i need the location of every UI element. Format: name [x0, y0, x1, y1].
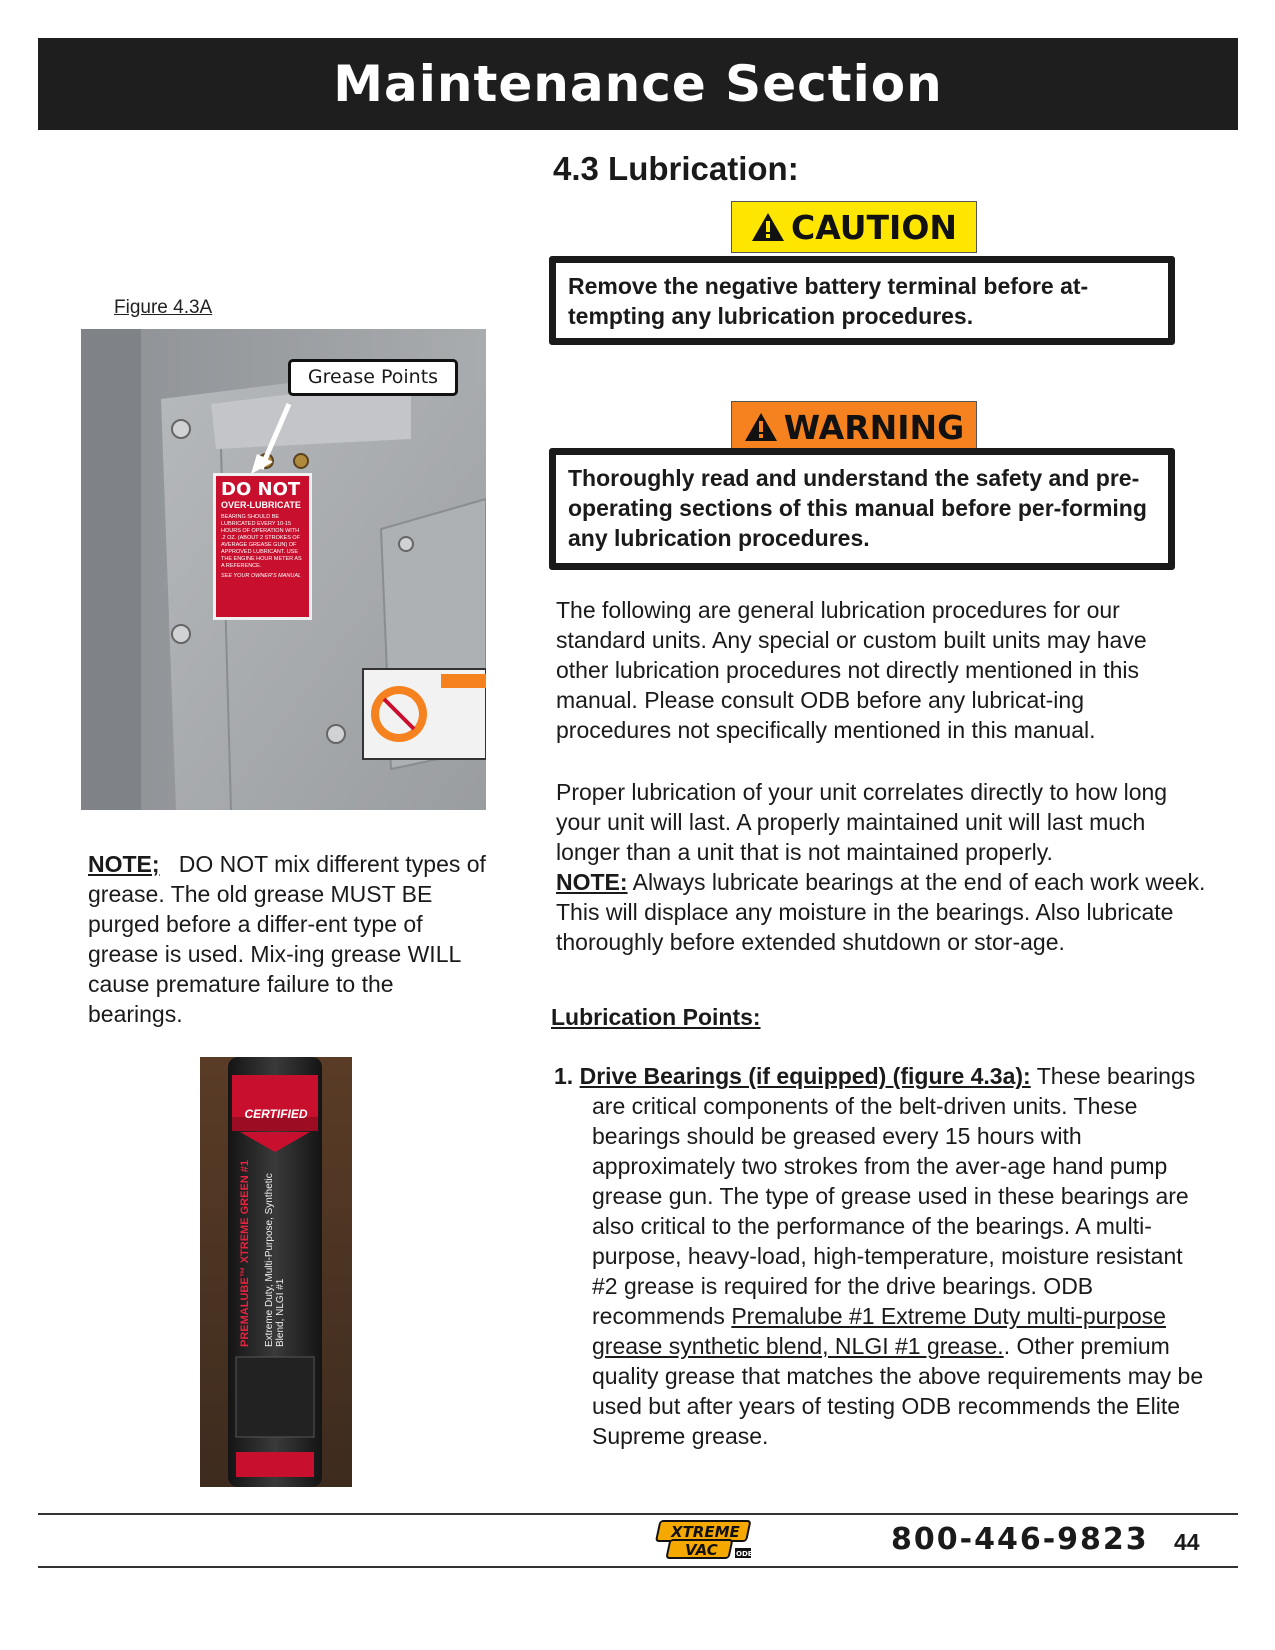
caution-message: Remove the negative battery terminal before at-tempting any lubrication procedures. [549, 256, 1175, 345]
tube-badge: CERTIFIED [244, 1107, 308, 1121]
item-number: 1. [554, 1063, 574, 1089]
decal-title: DO NOT [221, 479, 301, 500]
grease-tube-photo [200, 1057, 352, 1487]
item-text-2: . Other premium quality grease that matches the above requirements may be used but after years of testing ODB recommends the Elite Supreme grease. [592, 1333, 1204, 1449]
caution-label: CAUTION [791, 207, 957, 247]
section-title: 4.3 Lubrication: [553, 150, 799, 187]
tube-brand: PREMALUBE™ XTREME GREEN #1 [239, 1159, 251, 1347]
warning-message: Thoroughly read and understand the safety and pre-operating sections of this manual before per-forming any lubrication procedures. [549, 448, 1175, 570]
note-block [88, 849, 493, 1029]
do-not-over-lubricate-decal [213, 473, 312, 620]
figure-caption: Figure 4.3A [114, 297, 213, 318]
warning-triangle-icon [751, 212, 785, 242]
page-number: 44 [1174, 1529, 1200, 1555]
lubrication-points-heading: Lubrication Points: [551, 1004, 761, 1030]
phone-number: 800-446-9823 [891, 1522, 1149, 1557]
proper-lubrication-paragraph [556, 777, 1206, 957]
xtreme-vac-logo [655, 1518, 757, 1562]
grease-points-photo [81, 329, 486, 810]
proper-lubrication-text: Proper lubrication of your unit correlates directly to how long your unit will last. A properly maintained unit will last much longer than a unit that is not maintained properly. [556, 779, 1168, 865]
warning-sign [731, 401, 977, 453]
warning-triangle-icon [744, 412, 778, 442]
note-text: Always lubricate bearings at the end of each work week. This will displace any moisture in the bearings. Also lubricate thoroughly before extended shutdown or stor-age. [556, 869, 1206, 955]
caution-sign [731, 201, 977, 253]
intro-paragraph: The following are general lubrication procedures for our standard units. Any special or custom built units may have other lubrication procedures not directly mentioned in this manual. Please consult ODB before any lubricat-ing procedures not specifically mentioned in this manual. [556, 597, 1147, 743]
page-header [38, 38, 1238, 130]
decal-footer: SEE YOUR OWNER'S MANUAL [221, 573, 302, 579]
logo-bottom-text: VAC [685, 1541, 718, 1559]
note-block-label: NOTE; [88, 851, 160, 877]
note-block-text: DO NOT mix different types of grease. The old grease MUST BE purged before a differ-ent type of grease is used. Mix-ing grease WILL cause premature failure to the bearings. [88, 851, 493, 1027]
recommended-product: Premalube #1 Extreme Duty multi-purpose grease synthetic blend, NLGI #1 grease. [592, 1303, 1166, 1359]
logo-top-text: XTREME [671, 1523, 740, 1541]
item-text-1: These bearings are critical components of the belt-driven units. These bearings should be greased every 15 hours with approximately two strokes from the aver-age hand pump grease gun. The type of grease used in these bearings are also critical to the performance of the bearings. A multi-purpose, heavy-load, high-temperature, moisture resistant #2 grease is required for the drive bearings. ODB recommends [592, 1063, 1196, 1329]
item-title: Drive Bearings (if equipped) (figure 4.3a): [579, 1063, 1031, 1089]
decal-body: BEARING SHOULD BE LUBRICATED EVERY 10-15 HOURS OF OPERATION WITH .2 OZ. (ABOUT 2 STROKES OF AVERAGE GREASE GUN) OF APPROVED LUBRICANT. USE THE ENGINE HOUR METER AS A REFERENCE. [221, 514, 302, 569]
note-label: NOTE: [556, 869, 628, 895]
footer-divider-top [38, 1513, 1238, 1515]
tube-description: Extreme Duty, Multi-Purpose, Synthetic Blend, NLGI #1 [264, 1173, 286, 1347]
page-title: Maintenance Section [333, 55, 943, 113]
grease-points-callout: Grease Points [288, 359, 458, 396]
drive-bearings-item [554, 1061, 1214, 1451]
warning-label: WARNING [783, 407, 965, 447]
logo-tag-text: ODB [736, 1550, 754, 1558]
decal-subtitle: OVER-LUBRICATE [221, 500, 301, 510]
footer-divider-bottom [38, 1566, 1238, 1568]
